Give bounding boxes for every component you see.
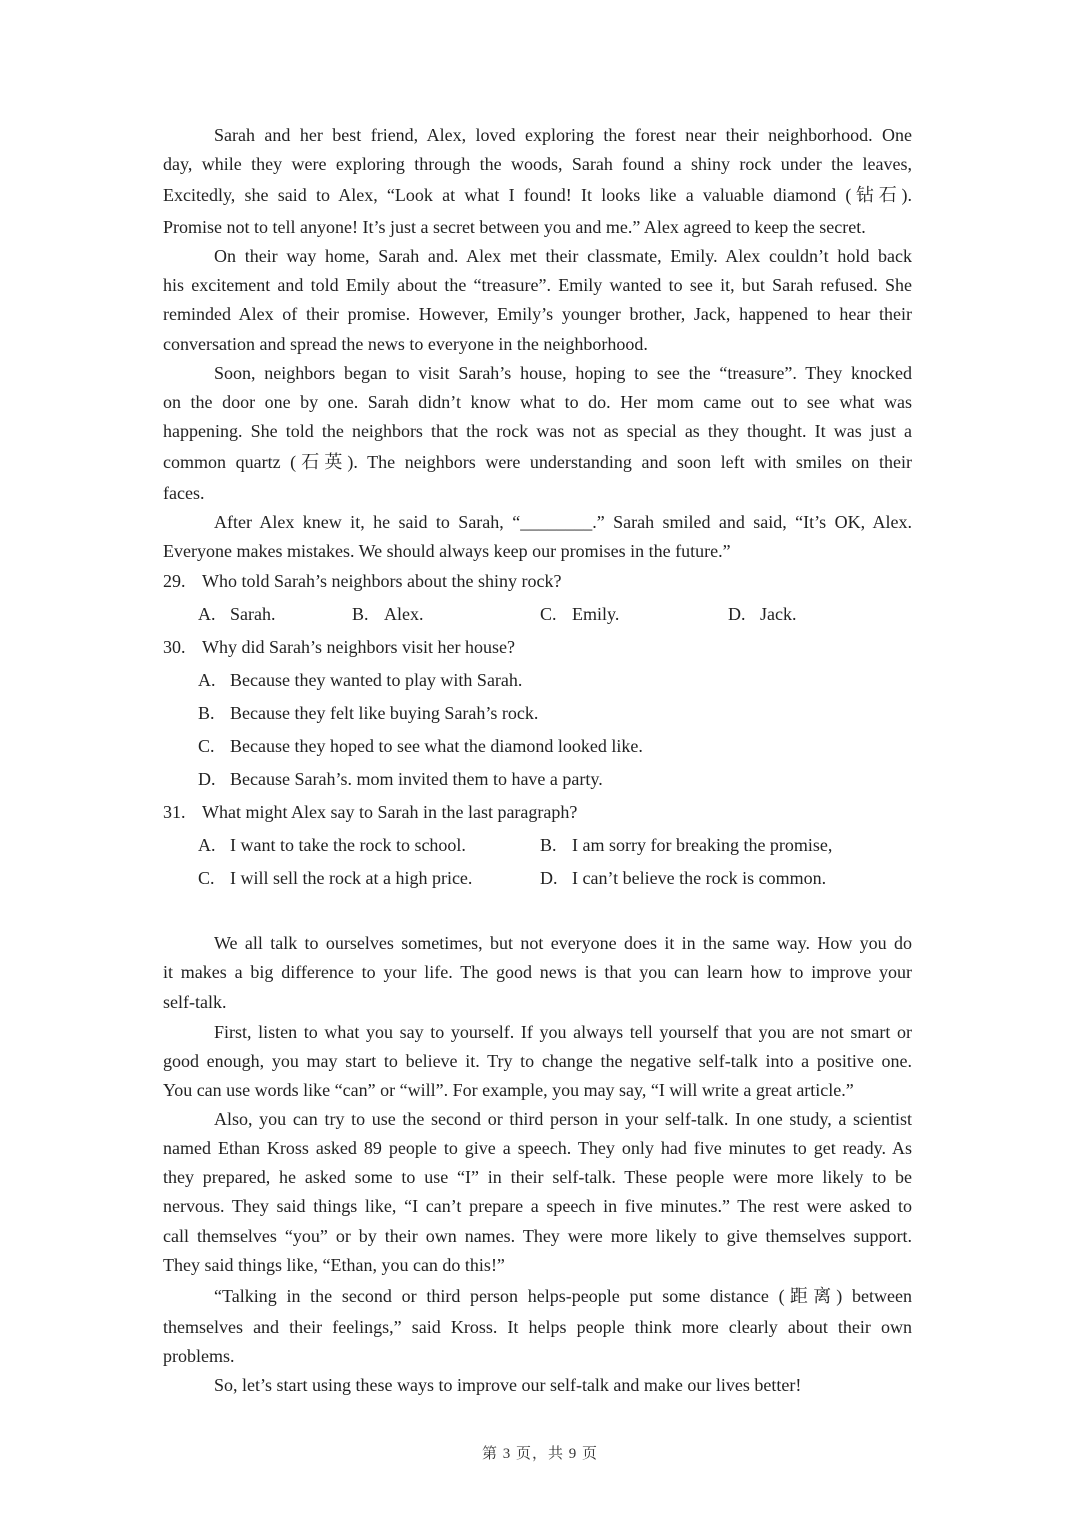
option-letter: A. bbox=[198, 670, 216, 690]
passage-line: it makes a big difference to your life. The good news is that you can learn how to improve your bbox=[163, 962, 912, 982]
passage-line: On their way home, Sarah and. Alex met their classmate, Emily. Alex couldn’t hold back bbox=[214, 246, 912, 266]
passage-line: themselves and their feelings,” said Kross. It helps people think more clearly about their own bbox=[163, 1317, 912, 1337]
question-text: Why did Sarah’s neighbors visit her house? bbox=[202, 637, 515, 657]
passage-line: self-talk. bbox=[163, 992, 227, 1012]
passage-line: call themselves “you” or by their own names. They were more likely to give themselves support. bbox=[163, 1226, 912, 1246]
question-text: Who told Sarah’s neighbors about the shiny rock? bbox=[202, 571, 562, 591]
option-text: I want to take the rock to school. bbox=[230, 835, 466, 855]
passage-line: good enough, you may start to believe it. Try to change the negative self-talk into a positive one. bbox=[163, 1051, 912, 1071]
passage-line: “Talking in the second or third person helps-people put some distance (距离) between bbox=[214, 1286, 912, 1306]
passage-line: day, while they were exploring through the woods, Sarah found a shiny rock under the leaves, bbox=[163, 154, 912, 174]
passage-line: Excitedly, she said to Alex, “Look at what I found! It looks like a valuable diamond (钻石). bbox=[163, 185, 912, 205]
answer-option bbox=[198, 868, 472, 889]
option-text: Because Sarah’s. mom invited them to have a party. bbox=[230, 769, 603, 789]
answer-option bbox=[540, 604, 619, 625]
answer-option bbox=[198, 736, 643, 757]
passage-line: on the door one by one. Sarah didn’t know what to do. Her mom came out to see what was bbox=[163, 392, 912, 412]
answer-option bbox=[198, 670, 522, 691]
passage-line: They said things like, “Ethan, you can do this!” bbox=[163, 1255, 505, 1275]
option-letter: B. bbox=[352, 604, 369, 624]
question-number: 29. bbox=[163, 571, 186, 591]
passage-line: nervous. They said things like, “I can’t prepare a speech in five minutes.” The rest were asked to bbox=[163, 1196, 912, 1216]
option-text: Jack. bbox=[760, 604, 797, 624]
passage-line: Soon, neighbors began to visit Sarah’s house, hoping to see the “treasure”. They knocked bbox=[214, 363, 912, 383]
option-letter: C. bbox=[540, 604, 557, 624]
option-letter: D. bbox=[728, 604, 746, 624]
answer-option bbox=[540, 868, 826, 889]
passage-line: named Ethan Kross asked 89 people to give a speech. They only had five minutes to get ready. As bbox=[163, 1138, 912, 1158]
passage-line: You can use words like “can” or “will”. For example, you may say, “I will write a great article.” bbox=[163, 1080, 854, 1100]
question-text: What might Alex say to Sarah in the last paragraph? bbox=[202, 802, 578, 822]
option-letter: D. bbox=[198, 769, 216, 789]
passage-line: Everyone makes mistakes. We should always keep our promises in the future.” bbox=[163, 541, 731, 561]
answer-option bbox=[352, 604, 424, 625]
answer-option bbox=[728, 604, 796, 625]
option-letter: A. bbox=[198, 835, 216, 855]
option-letter: D. bbox=[540, 868, 558, 888]
passage-line: happening. She told the neighbors that the rock was not as special as they thought. It was just a bbox=[163, 421, 912, 441]
answer-option bbox=[198, 835, 466, 856]
option-text: Because they wanted to play with Sarah. bbox=[230, 670, 523, 690]
answer-option bbox=[540, 835, 832, 856]
passage-line: After Alex knew it, he said to Sarah, “________.” Sarah smiled and said, “It’s OK, Alex. bbox=[214, 512, 912, 532]
option-text: Sarah. bbox=[230, 604, 276, 624]
passage-line: So, let’s start using these ways to improve our self-talk and make our lives better! bbox=[214, 1375, 802, 1395]
passage-line: common quartz (石英). The neighbors were understanding and soon left with smiles on their bbox=[163, 452, 912, 472]
option-text: Because they hoped to see what the diamond looked like. bbox=[230, 736, 643, 756]
option-text: I am sorry for breaking the promise, bbox=[572, 835, 833, 855]
answer-option bbox=[198, 604, 275, 625]
option-letter: B. bbox=[540, 835, 557, 855]
option-letter: A. bbox=[198, 604, 216, 624]
passage-line: Promise not to tell anyone! It’s just a secret between you and me.” Alex agreed to keep the secret. bbox=[163, 217, 866, 237]
passage-line: reminded Alex of their promise. However, Emily’s younger brother, Jack, happened to hear their bbox=[163, 304, 912, 324]
answer-option bbox=[198, 769, 603, 790]
option-text: Because they felt like buying Sarah’s rock. bbox=[230, 703, 539, 723]
passage-line: First, listen to what you say to yourself. If you always tell yourself that you are not smart or bbox=[214, 1022, 912, 1042]
passage-line: they prepared, he asked some to use “I” in their self-talk. These people were more likely to be bbox=[163, 1167, 912, 1187]
passage-line: We all talk to ourselves sometimes, but not everyone does it in the same way. How you do bbox=[214, 933, 912, 953]
option-text: I will sell the rock at a high price. bbox=[230, 868, 473, 888]
option-text: I can’t believe the rock is common. bbox=[572, 868, 827, 888]
passage-line: problems. bbox=[163, 1346, 235, 1366]
passage-line: conversation and spread the news to everyone in the neighborhood. bbox=[163, 334, 648, 354]
option-letter: C. bbox=[198, 736, 215, 756]
question-number: 31. bbox=[163, 802, 186, 822]
passage-line: Sarah and her best friend, Alex, loved exploring the forest near their neighborhood. One bbox=[214, 125, 912, 145]
option-letter: C. bbox=[198, 868, 215, 888]
passage-line: Also, you can try to use the second or third person in your self-talk. In one study, a scientist bbox=[214, 1109, 912, 1129]
passage-line: faces. bbox=[163, 483, 205, 503]
option-letter: B. bbox=[198, 703, 215, 723]
page-number: 第 3 页，共 9 页 bbox=[481, 1446, 598, 1462]
option-text: Alex. bbox=[384, 604, 424, 624]
option-text: Emily. bbox=[572, 604, 620, 624]
question-number: 30. bbox=[163, 637, 186, 657]
answer-option bbox=[198, 703, 538, 724]
passage-line: his excitement and told Emily about the “treasure”. Emily wanted to see it, but Sarah refused. She bbox=[163, 275, 912, 295]
